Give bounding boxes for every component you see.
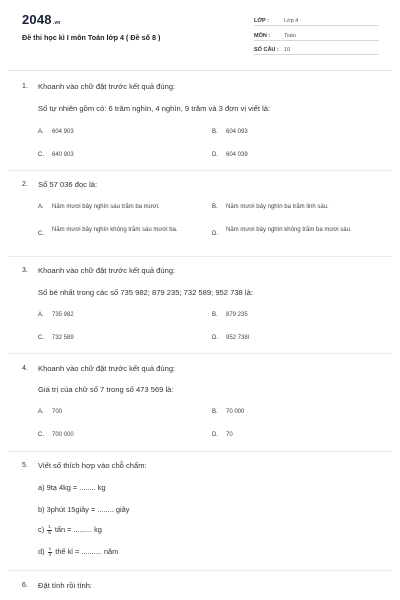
meta-question-count: SỐ CÂU : 10 bbox=[254, 45, 379, 55]
question-number: 3. bbox=[22, 267, 28, 274]
fraction: $\frac{1}{4}$ bbox=[48, 546, 52, 557]
fill-item-b: b) 3phút 15giây = ........ giây bbox=[38, 505, 130, 514]
question-subtext: Số bé nhất trong các số 735 982; 879 235; 732 589; 952 738 là: bbox=[38, 288, 253, 297]
question-divider bbox=[8, 170, 392, 171]
meta-subject: MÔN : Toán bbox=[254, 31, 379, 41]
question-number: 5. bbox=[22, 462, 28, 469]
question-number: 1. bbox=[22, 83, 28, 90]
question-number: 6. bbox=[22, 582, 28, 589]
document-header bbox=[0, 0, 400, 60]
fraction: $\frac{1}{5}$ bbox=[48, 524, 51, 535]
question-number: 2. bbox=[22, 181, 28, 188]
fill-item-c: c) $\frac{1}{5}$ tấn = ......... kg bbox=[38, 524, 102, 535]
header-divider bbox=[8, 70, 392, 71]
question-text: Số 57 036 đọc là: bbox=[38, 180, 98, 189]
fill-item-a: a) 9tạ 4kg = ........ kg bbox=[38, 483, 106, 492]
question-divider bbox=[8, 570, 392, 571]
question-subtext: Giá trị của chữ số 7 trong số 473 569 là: bbox=[38, 385, 174, 394]
question-text: Khoanh vào chữ đặt trước kết quả đúng: bbox=[38, 364, 176, 373]
question-subtext: Số tự nhiên gồm có: 6 trăm nghìn, 4 nghìn, 9 trăm và 3 đơn vị viết là: bbox=[38, 104, 271, 113]
question-text: Viết số thích hợp vào chỗ chấm: bbox=[38, 461, 147, 470]
question-number: 4. bbox=[22, 365, 28, 372]
question-divider bbox=[8, 451, 392, 452]
question-divider bbox=[8, 256, 392, 257]
meta-grade: LỚP : Lớp 4 bbox=[254, 16, 379, 26]
question-text: Đặt tính rồi tính: bbox=[38, 581, 93, 590]
question-divider bbox=[8, 353, 392, 354]
site-logo[interactable]: 2048.vn bbox=[22, 12, 61, 27]
page-title: Đề thi học kì I môn Toán lớp 4 ( Đề số 8 ) bbox=[22, 33, 161, 42]
fill-item-d: d) $\frac{1}{4}$ thế kỉ = .......... năm bbox=[38, 546, 119, 557]
question-text: Khoanh vào chữ đặt trước kết quả đúng: bbox=[38, 82, 176, 91]
question-text: Khoanh vào chữ đặt trước kết quả đúng: bbox=[38, 266, 176, 275]
